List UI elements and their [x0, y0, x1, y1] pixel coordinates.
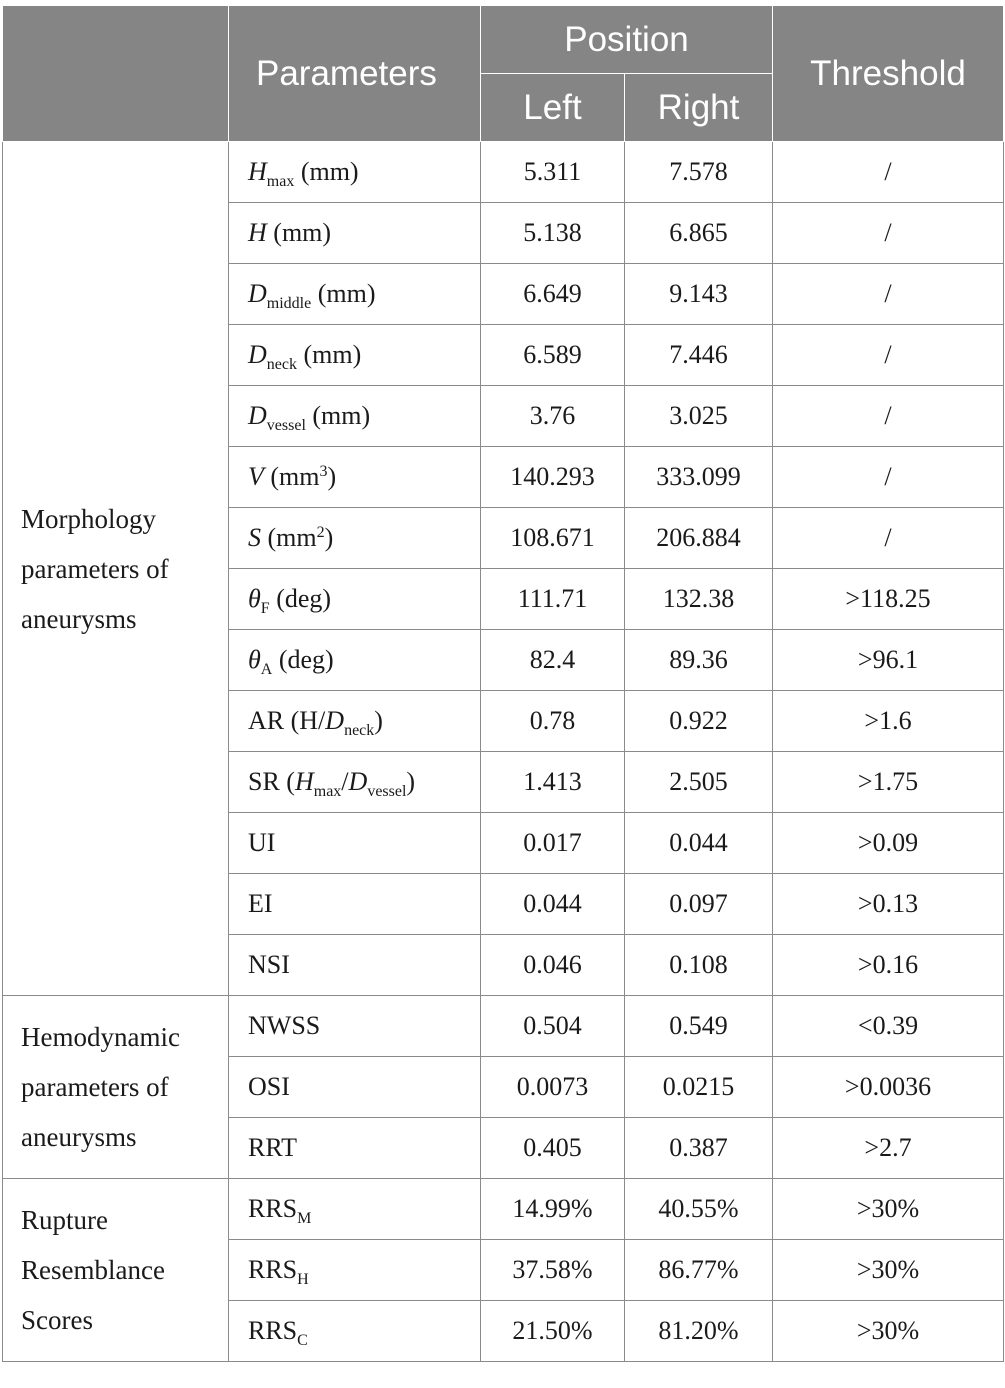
right-value: 132.38 [625, 569, 773, 630]
parameter-unit: (mm [261, 523, 317, 552]
formula-part: H [294, 767, 314, 796]
right-value: 40.55% [625, 1179, 773, 1240]
parameter-unit: (mm) [305, 401, 371, 430]
parameter-cell [229, 691, 481, 752]
parameter-cell [229, 386, 481, 447]
right-value: 2.505 [625, 752, 773, 813]
parameter-subscript: vessel [266, 417, 306, 434]
left-value: 108.671 [481, 508, 625, 569]
parameter-cell [229, 752, 481, 813]
formula-part: SR ( [248, 767, 295, 796]
parameter-symbol: θ [248, 645, 261, 674]
parameter-subscript: H [297, 1271, 309, 1288]
left-value: 14.99% [481, 1179, 625, 1240]
parameter-symbol: S [248, 523, 261, 552]
parameter-unit: (mm) [294, 157, 359, 186]
parameter-cell [229, 874, 481, 935]
right-value: 206.884 [625, 508, 773, 569]
group-label: Rupture Resemblance Scores [3, 1179, 229, 1362]
parameter-cell [229, 1240, 481, 1301]
left-value: 0.504 [481, 996, 625, 1057]
right-value: 3.025 [625, 386, 773, 447]
formula-part: vessel [367, 783, 407, 800]
right-value: 0.108 [625, 935, 773, 996]
parameter-symbol: H [248, 157, 267, 186]
header-threshold: Threshold [773, 6, 1004, 142]
parameter-symbol: OSI [248, 1072, 290, 1101]
threshold-value: >30% [773, 1240, 1004, 1301]
parameter-cell [229, 1057, 481, 1118]
threshold-value: / [773, 264, 1004, 325]
table-row [3, 996, 1004, 1057]
parameter-symbol: UI [248, 828, 276, 857]
parameter-unit: (mm) [296, 340, 362, 369]
right-value: 0.549 [625, 996, 773, 1057]
left-value: 6.589 [481, 325, 625, 386]
parameter-cell [229, 996, 481, 1057]
left-value: 6.649 [481, 264, 625, 325]
parameter-symbol: RRS [248, 1194, 298, 1223]
left-value: 0.0073 [481, 1057, 625, 1118]
group-label: Hemodynamic parameters of aneurysms [3, 996, 229, 1179]
threshold-value: >0.09 [773, 813, 1004, 874]
right-value: 0.044 [625, 813, 773, 874]
parameter-symbol: V [248, 462, 264, 491]
left-value: 0.405 [481, 1118, 625, 1179]
left-value: 0.044 [481, 874, 625, 935]
threshold-value: >118.25 [773, 569, 1004, 630]
right-value: 0.922 [625, 691, 773, 752]
parameter-cell [229, 264, 481, 325]
left-value: 0.78 [481, 691, 625, 752]
parameter-subscript: middle [266, 295, 312, 312]
left-value: 0.046 [481, 935, 625, 996]
parameter-subscript: C [297, 1332, 308, 1349]
parameter-cell [229, 1301, 481, 1362]
right-value: 7.578 [625, 142, 773, 203]
left-value: 140.293 [481, 447, 625, 508]
formula-part: / [341, 767, 349, 796]
threshold-value: / [773, 325, 1004, 386]
formula-part: neck [344, 722, 375, 739]
threshold-value: <0.39 [773, 996, 1004, 1057]
parameter-cell [229, 508, 481, 569]
parameter-cell [229, 1179, 481, 1240]
parameter-unit-close: ) [324, 523, 334, 552]
parameter-unit: (mm [263, 462, 320, 491]
formula-part: D [348, 767, 368, 796]
left-value: 0.017 [481, 813, 625, 874]
formula-part: D [325, 706, 345, 735]
left-value: 111.71 [481, 569, 625, 630]
parameter-subscript: neck [266, 356, 297, 373]
right-value: 0.387 [625, 1118, 773, 1179]
threshold-value: >96.1 [773, 630, 1004, 691]
parameter-symbol: RRS [248, 1255, 298, 1284]
table-row [3, 1179, 1004, 1240]
parameter-symbol: D [248, 279, 267, 308]
threshold-value: / [773, 142, 1004, 203]
parameter-cell [229, 630, 481, 691]
parameter-symbol: NSI [248, 950, 290, 979]
threshold-value: / [773, 508, 1004, 569]
threshold-value: >1.6 [773, 691, 1004, 752]
parameter-cell [229, 203, 481, 264]
threshold-value: / [773, 203, 1004, 264]
left-value: 3.76 [481, 386, 625, 447]
parameter-unit-close: ) [327, 462, 337, 491]
parameter-cell [229, 325, 481, 386]
parameter-symbol: D [248, 401, 267, 430]
right-value: 9.143 [625, 264, 773, 325]
parameter-cell [229, 1118, 481, 1179]
threshold-value: >0.0036 [773, 1057, 1004, 1118]
left-value: 1.413 [481, 752, 625, 813]
parameter-symbol: H [248, 218, 267, 247]
parameter-symbol: RRS [248, 1316, 298, 1345]
parameter-cell [229, 813, 481, 874]
parameters-table [2, 5, 1004, 1362]
right-value: 7.446 [625, 325, 773, 386]
threshold-value: >2.7 [773, 1118, 1004, 1179]
parameter-symbol: RRT [248, 1133, 298, 1162]
right-value: 6.865 [625, 203, 773, 264]
parameter-superscript: 2 [316, 524, 325, 541]
formula-part: ) [406, 767, 416, 796]
header-blank [3, 6, 229, 142]
parameter-subscript: F [260, 600, 270, 617]
parameter-subscript: A [260, 661, 273, 678]
header-right: Right [625, 74, 773, 142]
header-position: Position [481, 6, 773, 74]
parameter-unit: (deg) [269, 584, 332, 613]
parameter-symbol: NWSS [248, 1011, 321, 1040]
parameter-unit: (mm) [266, 218, 332, 247]
threshold-value: >30% [773, 1179, 1004, 1240]
formula-part: AR (H/ [248, 706, 326, 735]
threshold-value: / [773, 386, 1004, 447]
parameter-cell [229, 569, 481, 630]
threshold-value: >0.16 [773, 935, 1004, 996]
threshold-value: / [773, 447, 1004, 508]
parameter-superscript: 3 [319, 463, 328, 480]
right-value: 0.0215 [625, 1057, 773, 1118]
parameter-symbol: EI [248, 889, 273, 918]
right-value: 86.77% [625, 1240, 773, 1301]
left-value: 37.58% [481, 1240, 625, 1301]
parameter-subscript: M [297, 1210, 312, 1227]
parameter-subscript: max [266, 173, 295, 190]
table-row [3, 142, 1004, 203]
parameter-cell [229, 142, 481, 203]
formula-part: ) [374, 706, 383, 735]
threshold-value: >30% [773, 1301, 1004, 1362]
parameter-symbol: θ [248, 584, 261, 613]
header-left: Left [481, 74, 625, 142]
left-value: 82.4 [481, 630, 625, 691]
parameter-unit: (deg) [272, 645, 334, 674]
left-value: 5.311 [481, 142, 625, 203]
right-value: 81.20% [625, 1301, 773, 1362]
formula-part: max [313, 783, 342, 800]
right-value: 333.099 [625, 447, 773, 508]
left-value: 21.50% [481, 1301, 625, 1362]
threshold-value: >0.13 [773, 874, 1004, 935]
parameter-cell [229, 447, 481, 508]
parameter-unit: (mm) [311, 279, 376, 308]
right-value: 0.097 [625, 874, 773, 935]
parameter-symbol: D [248, 340, 267, 369]
right-value: 89.36 [625, 630, 773, 691]
parameter-cell [229, 935, 481, 996]
header-parameters: Parameters [229, 6, 481, 142]
threshold-value: >1.75 [773, 752, 1004, 813]
left-value: 5.138 [481, 203, 625, 264]
group-label: Morphology parameters of aneurysms [3, 142, 229, 996]
table-body [3, 142, 1004, 1362]
